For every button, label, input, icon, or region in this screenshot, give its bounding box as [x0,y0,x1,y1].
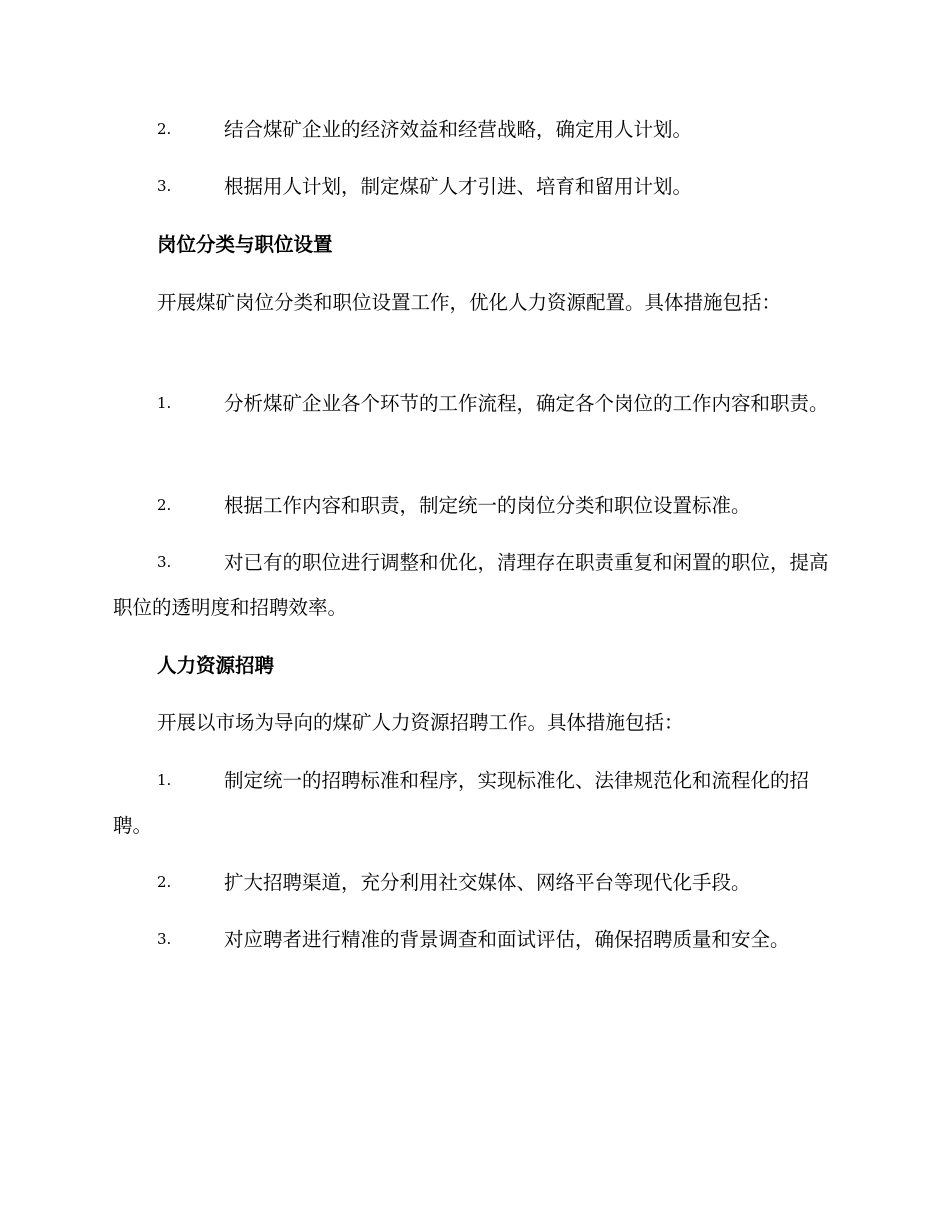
section-heading: 岗位分类与职位设置 [157,233,333,256]
list-item [113,381,835,426]
list-item [113,483,835,528]
list-item [113,917,835,962]
list-item [113,164,835,209]
list-number: 1. [157,771,172,789]
list-item [113,860,835,905]
list-text: 根据工作内容和职责，制定统一的岗位分类和职位设置标准。 [224,494,751,517]
list-item [113,107,835,152]
list-number: 2. [157,496,172,514]
list-text: 制定统一的招聘标准和程序，实现标准化、法律规范化和流程化的招聘。 [113,769,810,837]
list-number: 2. [157,873,172,891]
list-text: 扩大招聘渠道，充分利用社交媒体、网络平台等现代化手段。 [224,871,751,894]
list-text: 分析煤矿企业各个环节的工作流程，确定各个岗位的工作内容和职责。 [224,392,829,415]
list-item [113,540,835,630]
list-number: 3. [157,930,172,948]
list-number: 2. [157,120,172,138]
paragraph: 开展煤矿岗位分类和职位设置工作，优化人力资源配置。具体措施包括： [157,291,782,314]
section-heading: 人力资源招聘 [157,654,275,677]
paragraph: 开展以市场为导向的煤矿人力资源招聘工作。具体措施包括： [157,711,684,734]
list-item [113,758,835,848]
list-text: 结合煤矿企业的经济效益和经营战略，确定用人计划。 [224,118,693,141]
list-number: 3. [157,177,172,195]
list-number: 3. [157,553,172,571]
list-text: 对应聘者进行精准的背景调查和面试评估，确保招聘质量和安全。 [224,928,790,951]
list-number: 1. [157,394,172,412]
list-text: 根据用人计划，制定煤矿人才引进、培育和留用计划。 [224,175,693,198]
list-text: 对已有的职位进行调整和优化，清理存在职责重复和闲置的职位，提高职位的透明度和招聘效率。 [113,551,829,619]
